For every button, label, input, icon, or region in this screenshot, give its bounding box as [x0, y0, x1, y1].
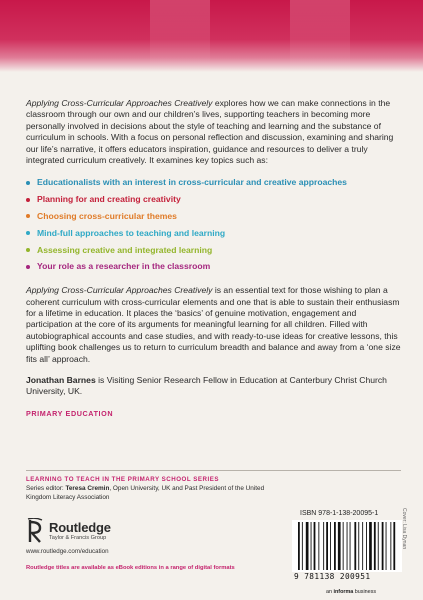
series-editor-name: Teresa Cremin — [65, 484, 110, 492]
back-cover-body — [26, 98, 401, 419]
intro-text: explores how we can make connections in the classroom through our own and our children’s lives, supporting teachers in becoming more personally involved in decisions about the style of teaching and learning and the substance of curriculum in schools. With a focus on personal reflection and discussion, examining and sharing our life’s narrative, it offers educators inspiration, guidance and resources to deliver a truly integrated curriculum creatively. It examines key topics such as: — [26, 98, 394, 166]
publisher-url: www.routledge.com/education — [26, 548, 109, 555]
band-streak — [290, 0, 350, 72]
informa-prefix: an — [326, 589, 334, 595]
series-editor-prefix: Series editor: — [26, 484, 66, 492]
topic-item — [26, 208, 401, 225]
informa-business — [326, 589, 376, 595]
topic-list — [26, 174, 401, 275]
series-editor-rest: , Open University, UK and Past President of the United Kingdom Literacy Association — [26, 484, 265, 501]
section-divider — [26, 470, 401, 471]
isbn-label: ISBN 978-1-138-20095-1 — [300, 510, 379, 517]
routledge-logo-icon — [26, 518, 44, 544]
publisher-tagline: Taylor & Francis Group — [49, 535, 107, 541]
intro-paragraph — [26, 98, 401, 166]
author-name: Jonathan Barnes — [26, 375, 96, 386]
topic-label: Educationalists with an interest in cross-curricular and creative approaches — [37, 177, 347, 188]
informa-suffix: business — [353, 589, 377, 595]
bullet-icon — [26, 214, 30, 218]
topic-item — [26, 258, 401, 275]
series-info — [26, 476, 276, 502]
top-color-band — [0, 0, 423, 72]
topic-item — [26, 191, 401, 208]
band-streak — [150, 0, 210, 72]
essential-paragraph — [26, 285, 401, 365]
cover-credit: Cover: Lisa Dynan — [401, 508, 407, 550]
barcode-digits: 9 781138 200951 — [294, 572, 371, 581]
barcode-icon — [298, 522, 396, 570]
essential-book-title: Applying Cross-Curricular Approaches Creatively — [26, 285, 213, 296]
publisher-logo — [26, 518, 146, 544]
ebook-note: Routledge titles are available as eBook editions in a range of digital formats — [26, 565, 235, 571]
bullet-icon — [26, 198, 30, 202]
topic-item — [26, 225, 401, 242]
topic-label: Assessing creative and integrated learning — [37, 244, 213, 255]
topic-label: Choosing cross-curricular themes — [37, 211, 177, 222]
essential-text: is an essential text for those wishing to plan a coherent curriculum with cross-curricular elements and one that is able to sustain their enthusiasm for a lifetime in education. It places the ‘basics’ of genuine motivation, engagement and participation at the core of its arguments for meaningful learning for all children. Filled with autobiographical accounts and case studies, and with ready-to-use ideas for creative lessons, this uplifting book challenges us to return to curriculum breadth and balance and away from a ‘one size fits all’ approach. — [26, 285, 401, 364]
series-editor — [26, 485, 276, 503]
intro-book-title: Applying Cross-Curricular Approaches Creatively — [26, 98, 213, 108]
topic-item — [26, 242, 401, 259]
topic-item — [26, 174, 401, 191]
bullet-icon — [26, 248, 30, 252]
topic-label: Planning for and creating creativity — [37, 194, 181, 205]
bullet-icon — [26, 265, 30, 269]
author-bio — [26, 375, 401, 398]
subject-category: PRIMARY EDUCATION — [26, 408, 114, 418]
informa-name: informa — [333, 589, 354, 595]
barcode — [292, 520, 402, 572]
publisher-name: Routledge — [49, 520, 111, 535]
author-bio-text: is Visiting Senior Research Fellow in Education at Canterbury Christ Church University, UK. — [26, 375, 387, 397]
series-title: LEARNING TO TEACH IN THE PRIMARY SCHOOL SERIES — [26, 476, 219, 483]
topic-label: Your role as a researcher in the classroom — [37, 261, 211, 272]
bullet-icon — [26, 181, 30, 185]
bullet-icon — [26, 231, 30, 235]
topic-label: Mind-full approaches to teaching and learning — [37, 227, 226, 238]
